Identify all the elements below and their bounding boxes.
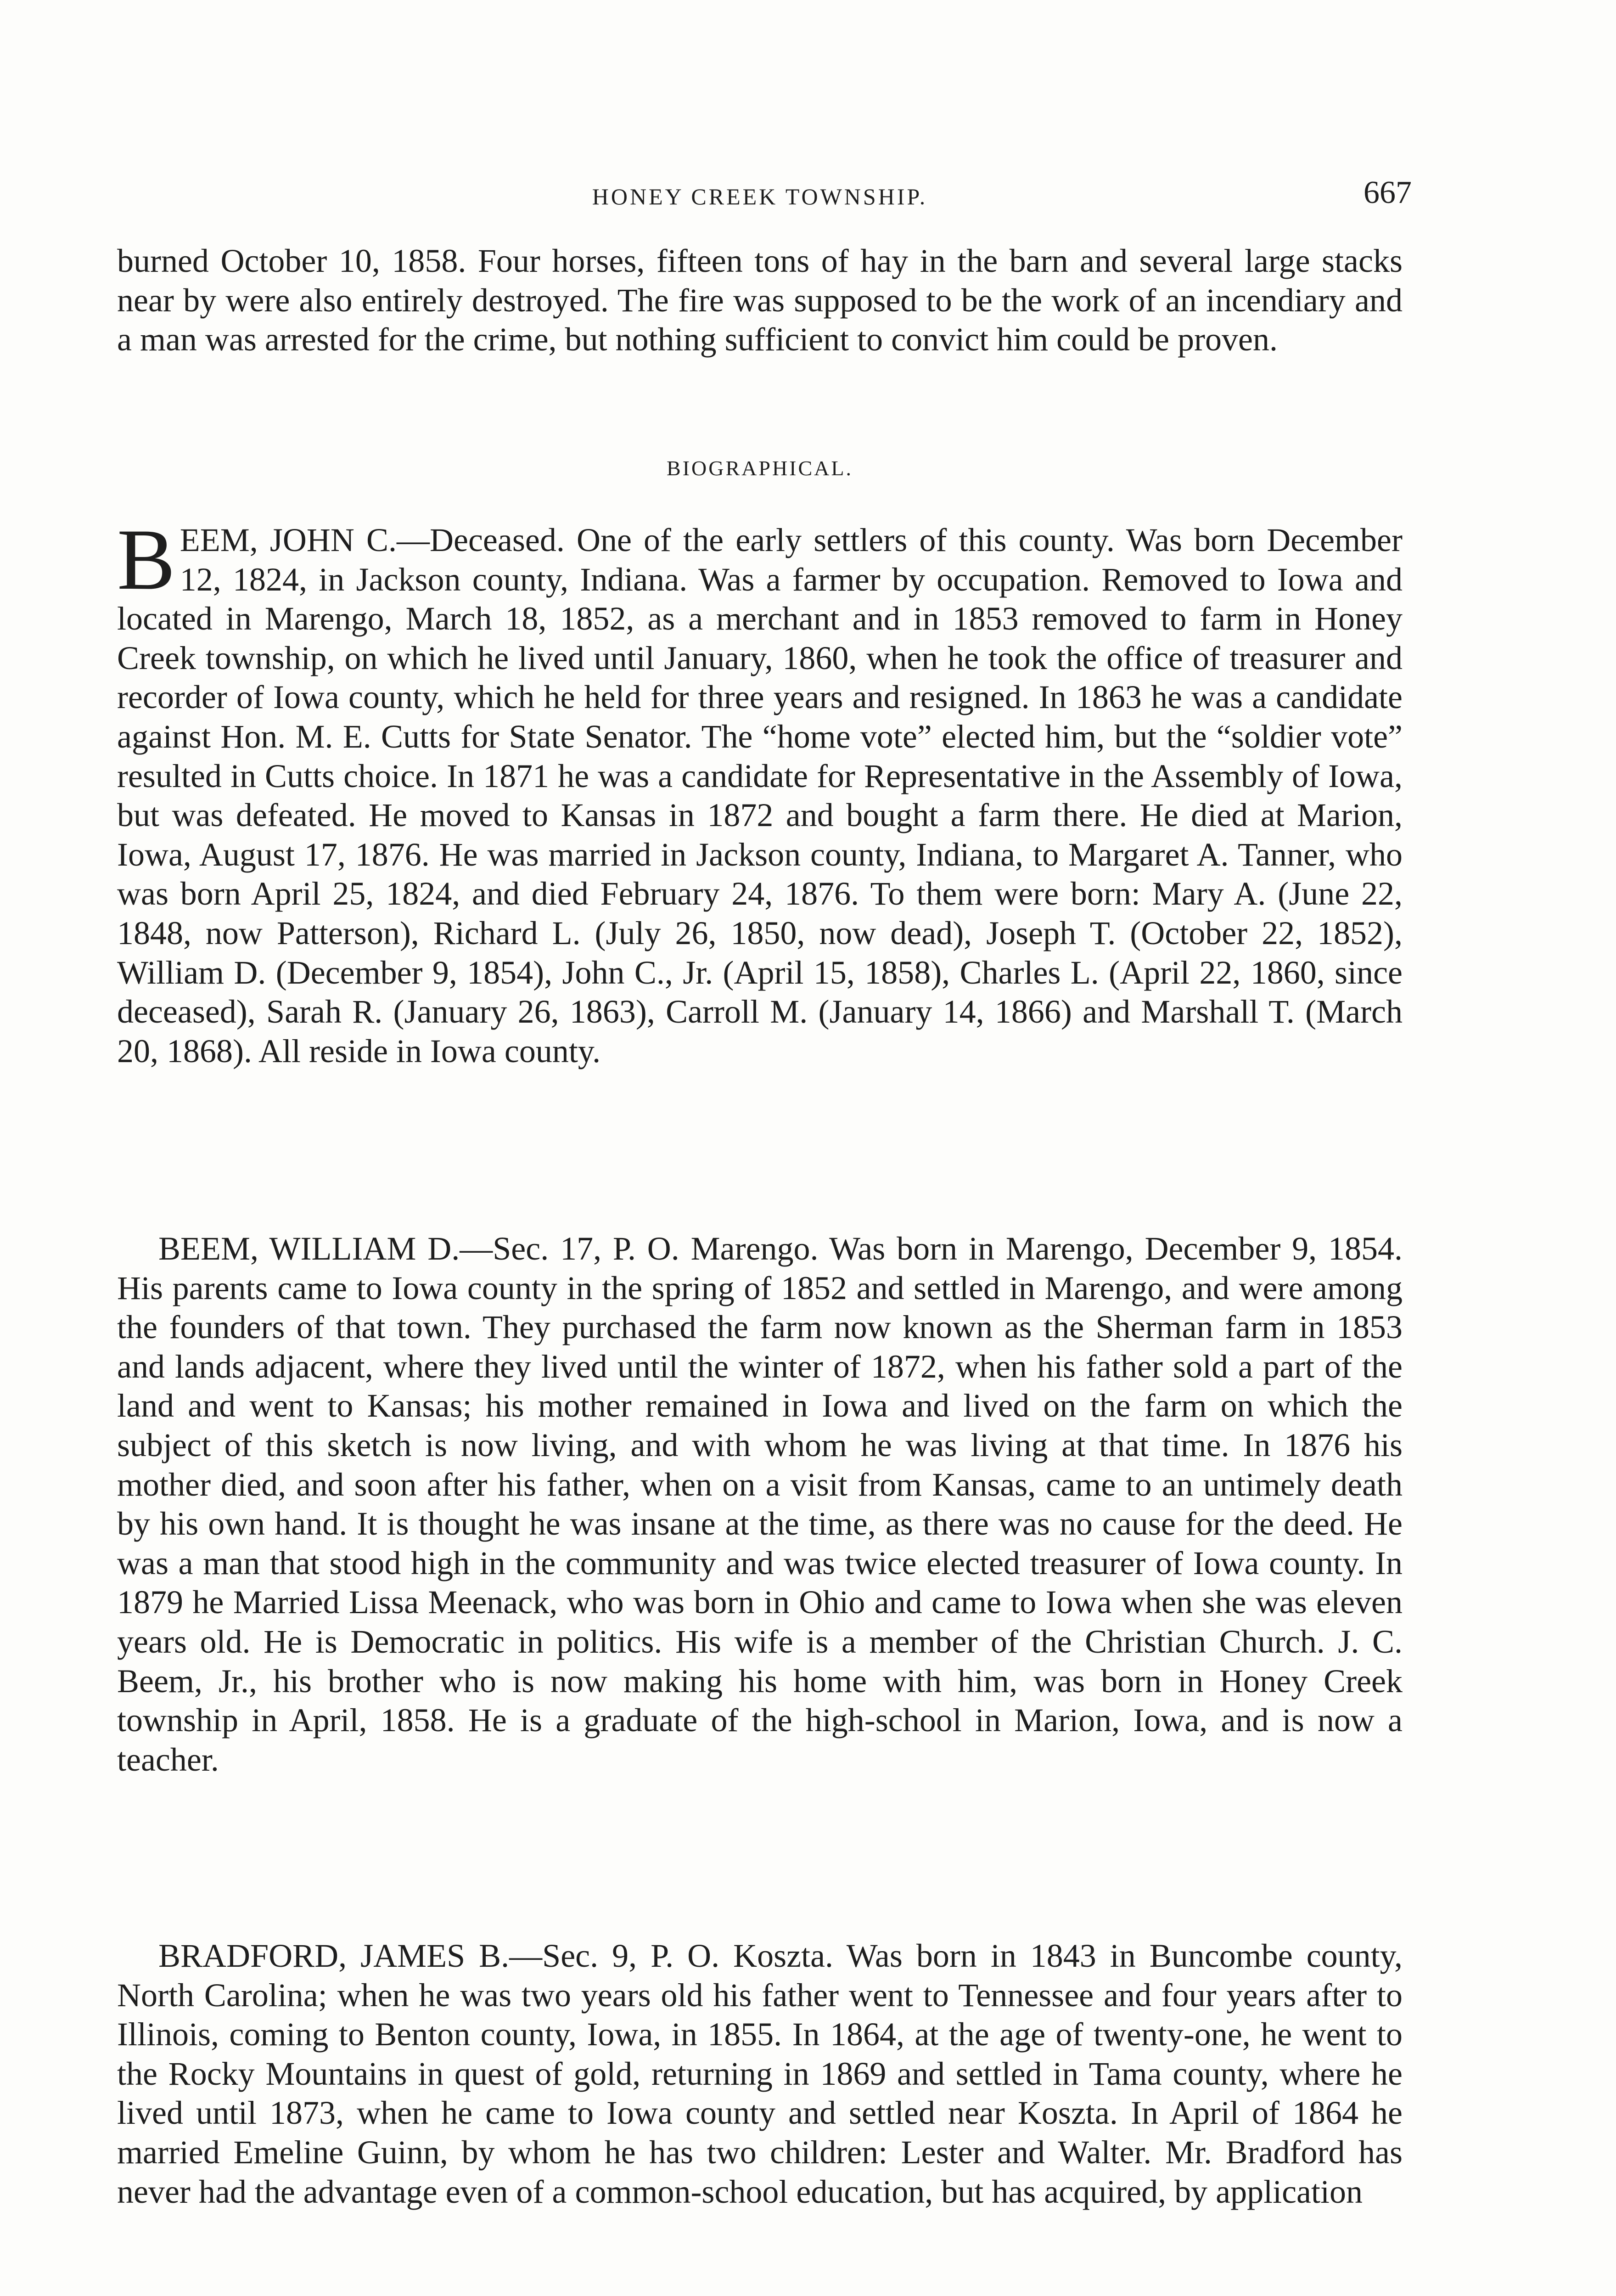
continued-paragraph xyxy=(117,242,1403,360)
entry-text: EEM, JOHN C.—Deceased. One of the early settlers of this county. Was born December 12, 1824, in Jackson county, Indiana. Was a farmer by occupation. Removed to Iowa and located in Marengo, March 18, 1852, as a merchant and in 1853 removed to farm in Honey Creek township, on which he lived until January, 1860, when he took the office of treasurer and recorder of Iowa county, which he held for three years and resigned. In 1863 he was a candidate against Hon. M. E. Cutts for State Senator. The “home vote” elected him, but the “soldier vote” resulted in Cutts choice. In 1871 he was a candidate for Representative in the Assembly of Iowa, but was defeated. He moved to Kansas in 1872 and bought a farm there. He died at Marion, Iowa, August 17, 1876. He was married in Jackson county, Indiana, to Margaret A. Tanner, who was born April 25, 1824, and died February 24, 1876. To them were born: Mary A. (June 22, 1848, now Patterson), Richard L. (July 26, 1850, now dead), Joseph T. (October 22, 1852), William D. (December 9, 1854), John C., Jr. (April 15, 1858), Charles L. (April 22, 1860, since deceased), Sarah R. (January 26, 1863), Carroll M. (January 14, 1866) and Marshall T. (March 20, 1868). All reside in Iowa county. xyxy=(117,522,1403,1069)
entry-text: BEEM, WILLIAM D.—Sec. 17, P. O. Marengo. Was born in Marengo, December 9, 1854. His parents came to Iowa county in the spring of 1852 and settled in Marengo, and were among the founders of that town. They purchased the farm now known as the Sherman farm in 1853 and lands adjacent, where they lived until the winter of 1872, when his father sold a part of the land and went to Kansas; his mother remained in Iowa and lived on the farm on which the subject of this sketch is now living, and with whom he was living at that time. In 1876 his mother died, and soon after his father, when on a visit from Kansas, came to an untimely death by his own hand. It is thought he was insane at the time, as there was no cause for the deed. He was a man that stood high in the community and was twice elected treasurer of Iowa county. In 1879 he Married Lissa Meenack, who was born in Ohio and came to Iowa when she was eleven years old. He is Democratic in politics. His wife is a member of the Christian Church. J. C. Beem, Jr., his brother who is now making his home with him, was born in Honey Creek township in April, 1858. He is a graduate of the high-school in Marion, Iowa, and is now a teacher. xyxy=(117,1230,1403,1778)
entry-beem-william xyxy=(117,1229,1403,1779)
section-heading: BIOGRAPHICAL. xyxy=(667,456,853,480)
entry-text: BRADFORD, JAMES B.—Sec. 9, P. O. Koszta. Was born in 1843 in Buncombe county, North Carolina; when he was two years old his father went to Tennessee and four years after to Illinois, coming to Benton county, Iowa, in 1855. In 1864, at the age of twenty-one, he went to the Rocky Mountains in quest of gold, returning in 1869 and settled in Tama county, where he lived until 1873, when he came to Iowa county and settled near Koszta. In April of 1864 he married Emeline Guinn, by whom he has two children: Lester and Walter. Mr. Bradford has never had the advantage even of a common-school education, but has acquired, by application xyxy=(117,1937,1403,2210)
running-head xyxy=(117,175,1412,215)
entry-bradford-james xyxy=(117,1936,1403,2212)
entry-beem-john xyxy=(117,512,1403,1071)
book-page xyxy=(117,0,1412,2296)
continued-paragraph-text: burned October 10, 1858. Four horses, fifteen tons of hay in the barn and several large stacks near by were also entirely destroyed. The fire was supposed to be the work of an incendiary and a man was arrested for the crime, but nothing sufficient to convict him could be proven. xyxy=(117,242,1403,358)
page-number: 667 xyxy=(1364,175,1412,210)
running-title: HONEY CREEK TOWNSHIP. xyxy=(592,184,928,209)
drop-cap: B xyxy=(117,512,175,608)
